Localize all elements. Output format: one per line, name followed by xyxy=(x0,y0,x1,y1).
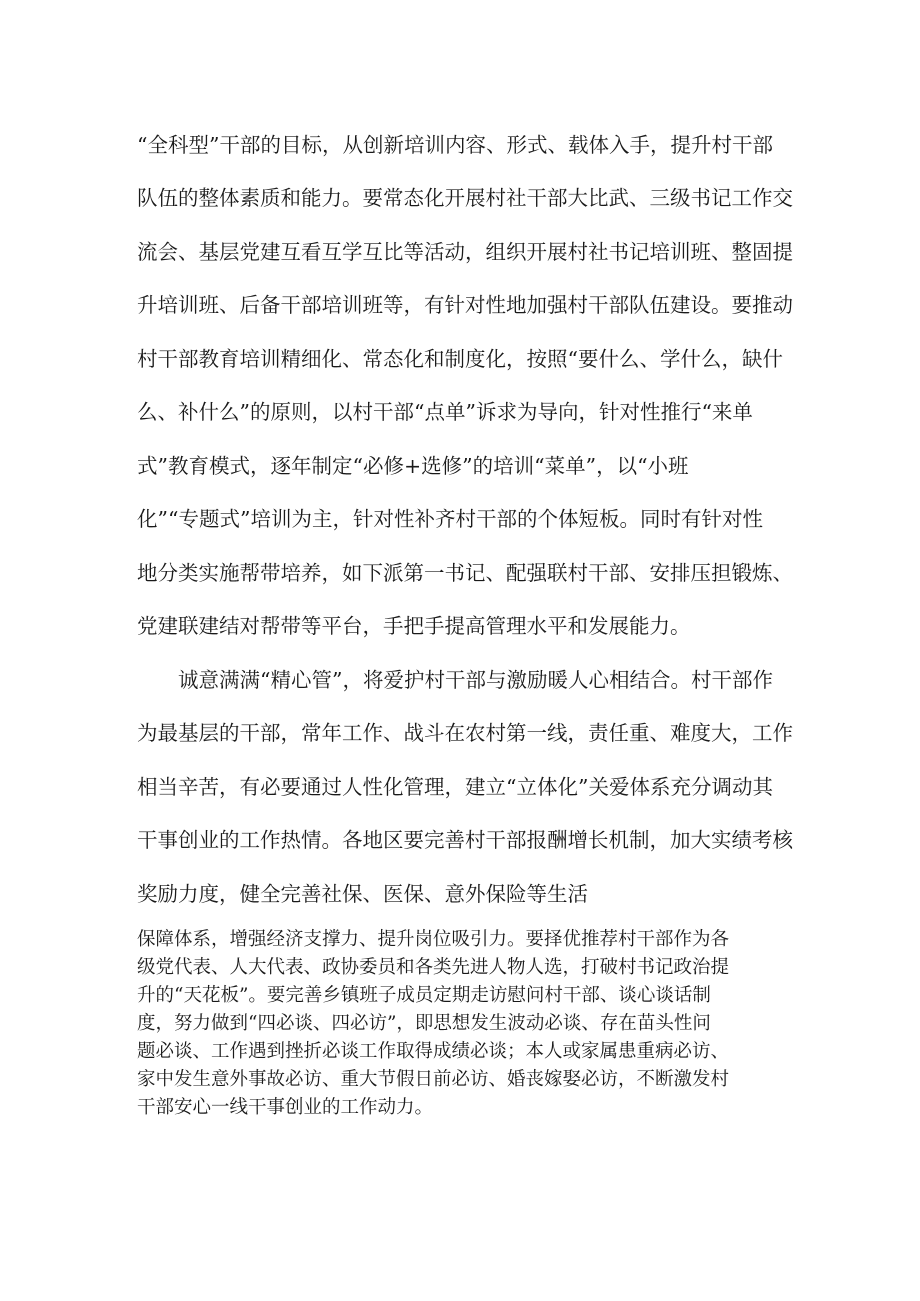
paragraph-line: 化”“专题式”培训为主，针对性补齐村干部的个体短板。同时有针对性 xyxy=(137,507,763,531)
paragraph-line: 村干部教育培训精细化、常态化和制度化，按照“要什么、学什么，缺什 xyxy=(137,347,783,371)
paragraph-line: 干部安心一线干事创业的工作动力。 xyxy=(137,1097,434,1118)
paragraph-line: 题必谈、工作遇到挫折必谈工作取得成绩必谈；本人或家属患重病必访、 xyxy=(137,1041,730,1062)
paragraph-line: 相当辛苦，有必要通过人性化管理，建立“立体化”关爱体系充分调动其 xyxy=(137,775,773,799)
paragraph-line: 么、补什么”的原则，以村干部“点单”诉求为导向，针对性推行“来单 xyxy=(137,400,753,424)
paragraph-line: 升培训班、后备干部培训班等，有针对性地加强村干部队伍建设。要推动 xyxy=(137,293,793,317)
paragraph-line: 诚意满满“精心管”，将爱护村干部与激励暖人心相结合。村干部作 xyxy=(137,668,773,692)
paragraph-line: 度，努力做到“四必谈、四必访”，即思想发生波动必谈、存在苗头性问 xyxy=(137,1013,711,1034)
paragraph-line: 地分类实施帮带培养，如下派第一书记、配强联村干部、安排压担锻炼、 xyxy=(137,561,793,585)
paragraph-line: 家中发生意外事故必访、重大节假日前必访、婚丧嫁娶必访，不断激发村 xyxy=(137,1069,730,1090)
paragraph-line: 级党代表、人大代表、政协委员和各类先进人物人选，打破村书记政治提 xyxy=(137,957,730,978)
paragraph-line: 为最基层的干部，常年工作、战斗在农村第一线，责任重、难度大，工作 xyxy=(137,721,793,745)
paragraph-line: 队伍的整体素质和能力。要常态化开展村社干部大比武、三级书记工作交 xyxy=(137,186,793,210)
paragraph-line: 保障体系，增强经济支撑力、提升岗位吸引力。要择优推荐村干部作为各 xyxy=(137,929,730,950)
paragraph-line: 流会、基层党建互看互学互比等活动，组织开展村社书记培训班、整固提 xyxy=(137,240,793,264)
paragraph-line: 奖励力度，健全完善社保、医保、意外保险等生活 xyxy=(137,882,588,906)
paragraph-line: 党建联建结对帮带等平台，手把手提高管理水平和发展能力。 xyxy=(137,614,691,638)
paragraph-line: 升的“天花板”。要完善乡镇班子成员定期走访慰问村干部、谈心谈话制 xyxy=(137,985,711,1006)
paragraph-line: 干事创业的工作热情。各地区要完善村干部报酬增长机制，加大实绩考核 xyxy=(137,828,793,852)
paragraph-line: 式”教育模式，逐年制定“必修+选修”的培训“菜单”，以“小班 xyxy=(137,454,689,478)
paragraph-line: “全科型”干部的目标，从创新培训内容、形式、载体入手，提升村干部 xyxy=(137,133,773,157)
